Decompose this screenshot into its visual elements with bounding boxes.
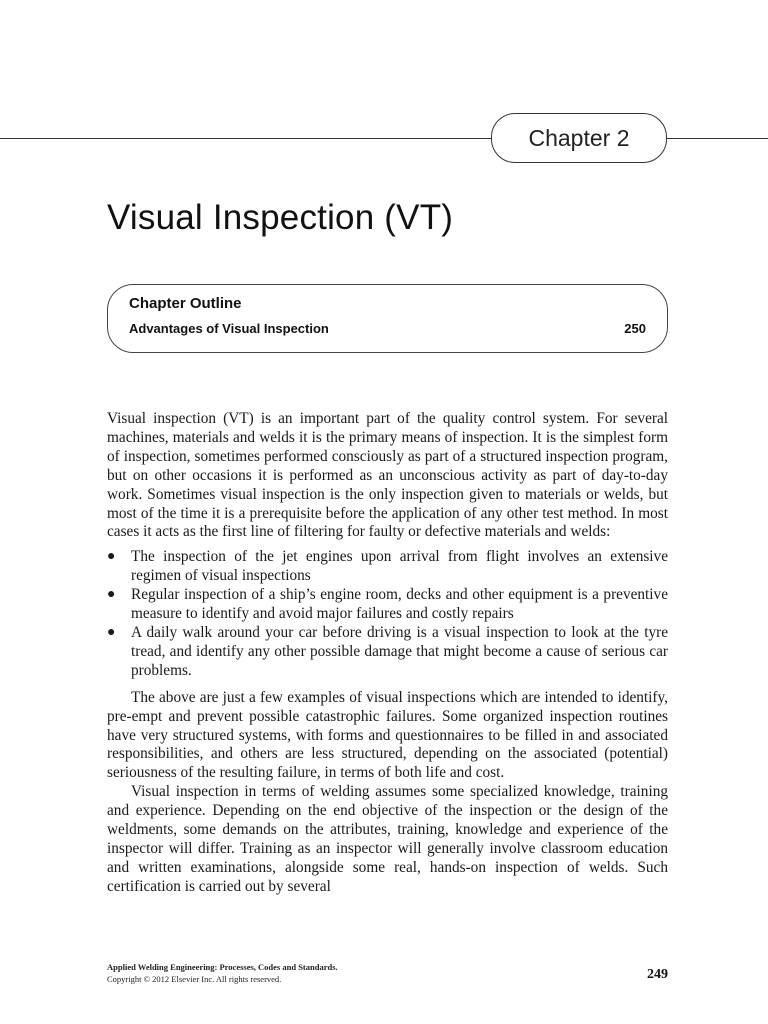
body-paragraph: The above are just a few examples of visual inspections which are intended to identify, pre-empt and prevent possible catastrophic failures. Some organized inspection routines have very structured systems, with forms and questionnaires to be filled in and associated responsibilities, and others are less structured, depending on the associated (potential) seriousness of the resulting failure, in terms of both life and cost. (107, 688, 668, 782)
list-item (107, 624, 668, 681)
list-item-text: Regular inspection of a ship’s engine room, decks and other equipment is a preventive measure to identify and avoid major failures and costly repairs (131, 586, 668, 623)
outline-entry-title: Advantages of Visual Inspection (129, 321, 329, 336)
list-item (107, 548, 668, 586)
outline-entry-page: 250 (624, 321, 646, 336)
chapter-outline-box (107, 284, 668, 353)
chapter-label (491, 113, 667, 163)
intro-paragraph: Visual inspection (VT) is an important part of the quality control system. For several machines, materials and welds it is the primary means of inspection. It is the simplest form of inspection, sometimes performed consciously as part of a structured inspection program, but on other occasions it is performed as an unconscious activity as part of day-to-day work. Sometimes visual inspection is the only inspection given to materials or welds, but most of the time it is a prerequisite before the application of any other test method. In most cases it acts as the first line of filtering for faulty or defective materials and welds: (107, 410, 668, 541)
footer-credits (107, 961, 338, 985)
page-number: 249 (647, 967, 668, 982)
list-item-text: The inspection of the jet engines upon arrival from flight involves an extensive regimen of visual inspections (131, 548, 668, 585)
footer-copyright: Copyright © 2012 Elsevier Inc. All rights reserved. (107, 974, 282, 984)
body-paragraph: Visual inspection in terms of welding assumes some specialized knowledge, training and experience. Depending on the end objective of the inspection or the design of the weldments, some demands on the attributes, training, knowledge and experience of the inspector will differ. Training as an inspector will generally involve classroom education and written examinations, alongside some real, hands-on inspection of welds. Such certification is carried out by several (107, 783, 668, 895)
bullet-icon: ● (107, 587, 116, 603)
body-text (107, 410, 668, 897)
list-item-text: A daily walk around your car before driving is a visual inspection to look at the tyre tread, and identify any other possible damage that might become a cause of serious car problems. (131, 623, 668, 679)
example-list (107, 548, 668, 680)
list-item (107, 586, 668, 624)
chapter-label-text: Chapter 2 (528, 124, 630, 151)
footer-book-title: Applied Welding Engineering: Processes, Codes and Standards. (107, 962, 338, 972)
outline-entry[interactable] (129, 321, 646, 336)
bullet-icon: ● (107, 549, 116, 565)
outline-heading: Chapter Outline (129, 295, 242, 312)
bullet-icon: ● (107, 624, 116, 640)
chapter-title: Visual Inspection (VT) (107, 198, 454, 237)
